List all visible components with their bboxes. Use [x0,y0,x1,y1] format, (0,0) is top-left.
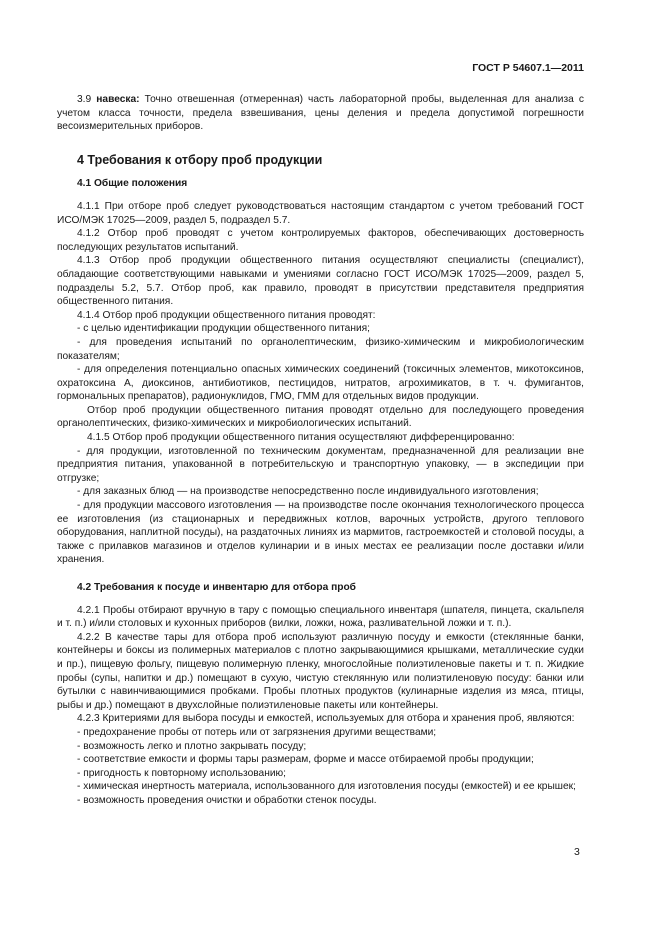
clause-4-2-2: 4.2.2 В качестве тары для отбора проб используют различную посуду и емкости (стеклянные банки, контейнеры и боксы из полимерных материалов с плотно закрывающимися крышками, металлические судки и пр.), пищевую фольгу, пищевую полимерную пленку, многослойные полиэтиленовые пакеты и т. п. Жидкие пробы (супы, напитки и др.) помещают в сухую, чистую стеклянную или полиэтиленовую посуду: банки или бутылки с навинчивающимися пробками. Пробы плотных продуктов (кулинарные изделия из мяса, птицы, рыбы и др.) помещают в двухслойные полиэтиленовые пакеты или контейнеры. [57,631,584,711]
list-item: - для определения потенциально опасных химических соединений (токсичных элементов, микотоксинов, охратоксина А, диоксинов, антибиотиков, пестицидов, нитратов, агрохимикатов, в т. ч. фумигантов, гормональных препаратов), радионуклидов, ГМО, ГММ для отдельных видов продукции. [57,364,584,403]
list-item: - возможность проведения очистки и обработки стенок посуды. [77,794,377,806]
list-item: - возможность легко и плотно закрывать посуду; [77,740,307,752]
list-item: - соответствие емкости и формы тары размерам, форме и массе отбираемой пробы продукции; [77,754,534,766]
standard-number: ГОСТ Р 54607.1—2011 [472,62,584,74]
list-item: - для проведения испытаний по органолептическим, физико-химическим и микробиологическим показателям; [57,336,584,362]
subsection-4-1-title: 4.1 Общие положения [77,178,188,190]
clause-4-1-2: 4.1.2 Отбор проб проводят с учетом контролируемых факторов, обеспечивающих достоверность последующих результатов испытаний. [57,228,584,253]
list-item: - для продукции, изготовленной по техническим документам, предназначенной для реализации вне предприятия питания, упакованной в потребительскую и транспортную упаковку, — в экспедиции при отгрузке; [57,445,584,484]
list-item: - химическая инертность материала, использованного для изготовления посуды (емкостей) и ее крышек; [77,781,576,793]
section-4-title: 4 Требования к отбору проб продукции [77,152,323,167]
clause-4-2-1: 4.2.1 Пробы отбирают вручную в тару с помощью специального инвентаря (шпателя, пинцета, скальпеля и т. п.) и/или столовых и кухонных приборов (вилки, ложки, ножа, разливательной ложки и т. п.). [57,604,584,630]
list-item: - для продукции массового изготовления — на производстве после окончания технологического процесса ее изготовления (из стационарных и передвижных котлов, варочных устройств, другого теплового оборудования, наплитной посуды), на раздаточных линиях из мармитов, гастроемкостей и столовой посуды, а также с прилавков магазинов и отделов кулинарии и в иных местах ее реализации после доставки и/или хранения. [57,500,584,566]
clause-4-1-3: 4.1.3 Отбор проб продукции общественного питания осуществляют специалисты (специалист), обладающие соответствующими навыками и умениями согласно ГОСТ ИСО/МЭК 17025—2009, раздел 5, подразделы 5.2, 5.7. Отбор проб, как правило, проводят в присутствии представителя предприятия общественного питания. [57,255,584,308]
page-number: 3 [574,846,580,858]
clause-number: 3.9 [77,94,92,105]
list-item: - предохранение пробы от потерь или от загрязнения другими веществами; [77,726,437,738]
clause-4-2-3: 4.2.3 Критериями для выбора посуды и емкостей, используемых для отбора и хранения проб, являются: [77,713,575,725]
defined-term: навеска: [96,94,140,105]
clause-4-1-4: 4.1.4 Отбор проб продукции общественного питания проводят: [77,309,376,321]
paragraph-separate-sampling: Отбор проб продукции общественного питания проводят отдельно для последующего проведения органолептических, физико-химических и микробиологических испытаний. [57,404,584,430]
subsection-4-2-title: 4.2 Требования к посуде и инвентарю для отбора проб [77,582,356,593]
clause-4-1-5: 4.1.5 Отбор проб продукции общественного питания осуществляют дифференцированно: [87,432,515,444]
definition-3-9 [57,93,584,134]
list-item: - пригодность к повторному использованию; [77,767,287,779]
clause-4-1-1: 4.1.1 При отборе проб следует руководствоваться настоящим стандартом с учетом требований ГОСТ ИСО/МЭК 17025—2009, раздел 5, подраздел 5.7. [57,200,584,226]
list-item: - для заказных блюд — на производстве непосредственно после индивидуального изготовления; [77,486,539,498]
page-content [57,93,584,808]
list-item: - с целью идентификации продукции общественного питания; [77,323,370,335]
definition-text: Точно отвешенная (отмеренная) часть лабораторной пробы, выделенная для анализа с учетом класса точности, предела взвешивания, цены деления и предела допустимой погрешности весоизмерительных приборов. [57,94,584,133]
